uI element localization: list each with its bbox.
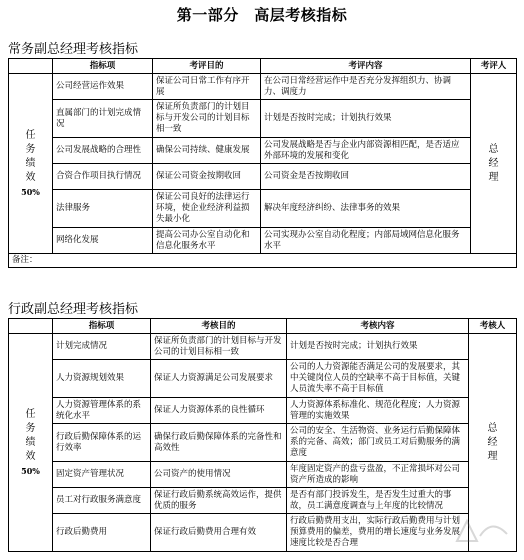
row-content: 是否有部门投诉发生，是否发生过重大的事故，员工满意度调查与上年度的比较情况: [287, 488, 469, 514]
evaluator-cell: [471, 74, 517, 254]
row-content: 公司的人力资源能否满足公司的发展要求，其中关键岗位人员的空缺率不高于目标值，关键人员流失率不高于目标值: [287, 360, 469, 398]
admin-vp-table: [8, 318, 517, 552]
document-title: 第一部分 高层考核指标: [176, 6, 348, 24]
header-item: 指标项: [53, 319, 151, 334]
section-title-executive-vp: 常务副总经理考核指标: [8, 42, 139, 57]
corner-cell: [9, 319, 53, 334]
row-item: 行政后勤费用: [53, 514, 151, 552]
evaluator-label: 总经理: [487, 422, 498, 462]
category-cell: [9, 74, 53, 254]
row-content: 公司资金是否按期收回: [261, 164, 471, 190]
row-purpose: 保证人力资源体系的良性循环: [151, 398, 287, 424]
row-content: 计划是否按时完成；计划执行效果: [261, 100, 471, 138]
header-evaluator: 考核人: [469, 319, 517, 334]
row-purpose: 保证所负责部门的计划目标与开发公司的计划目标相一致: [153, 100, 261, 138]
header-purpose: 考核目的: [151, 319, 287, 334]
row-purpose: 保证公司资金按期收回: [153, 164, 261, 190]
header-content: 考评内容: [261, 59, 471, 74]
remark-cell: 备注：: [9, 254, 517, 268]
header-content: 考核内容: [287, 319, 469, 334]
row-item: 法律服务: [53, 190, 153, 228]
row-item: 公司经营运作效果: [53, 74, 153, 100]
row-content: 年度固定资产的盘亏盘盈，不正常损坏对公司资产所造成的影响: [287, 462, 469, 488]
corner-cell: [9, 59, 53, 74]
row-purpose: 保证所负责部门的计划目标与开发公司的计划目标相一致: [151, 334, 287, 360]
weight-label: 50%: [21, 465, 40, 476]
row-item: 员工对行政服务满意度: [53, 488, 151, 514]
row-item: 合资合作项目执行情况: [53, 164, 153, 190]
header-purpose: 考评目的: [153, 59, 261, 74]
category-label: 任务绩效: [25, 408, 36, 462]
row-content: 公司发展战略是否与企业内部资源相匹配，是否适应外部环境的发展和变化: [261, 138, 471, 164]
row-content: 人力资源体系标准化、规范化程度；人力资源管理的实施效果: [287, 398, 469, 424]
row-content: 公司实现办公室自动化程度；内部局域网信息化服务水平: [261, 228, 471, 254]
row-purpose: 确保公司持续、健康发展: [153, 138, 261, 164]
row-item: 固定资产管理状况: [53, 462, 151, 488]
weight-label: 50%: [21, 186, 40, 197]
row-item: 计划完成情况: [53, 334, 151, 360]
row-content: 计划是否按时完成；计划执行效果: [287, 334, 469, 360]
row-item: 人力资源管理体系的系统化水平: [53, 398, 151, 424]
section-title-admin-vp: 行政副总经理考核指标: [8, 302, 139, 317]
row-purpose: 保证公司良好的法律运行环境，使企业经济利益损失最小化: [153, 190, 261, 228]
category-label: 任务绩效: [25, 129, 36, 183]
executive-vp-table: [8, 58, 517, 268]
row-content: 解决年度经济纠纷、法律事务的效果: [261, 190, 471, 228]
row-content: 行政后勤费用支出，实际行政后勤费用与计划预算费用的偏差，费用的增长速度与业务发展速度比较是否合理: [287, 514, 469, 552]
watermark-icon: [452, 516, 512, 550]
row-item: 直属部门的计划完成情况: [53, 100, 153, 138]
header-item: 指标项: [53, 59, 153, 74]
category-cell: [9, 334, 53, 552]
row-item: 网络化发展: [53, 228, 153, 254]
row-content: 公司的安全、生活物资、业务运行后勤保障体系的完备、高效；部门或员工对后勤服务的满意度: [287, 424, 469, 462]
row-item: 行政后勤保障体系的运行效率: [53, 424, 151, 462]
row-purpose: 保证行政后勤系统高效运作，提供优质的服务: [151, 488, 287, 514]
row-purpose: 公司资产的使用情况: [151, 462, 287, 488]
row-item: 公司发展战略的合理性: [53, 138, 153, 164]
row-content: 在公司日常经营运作中是否充分发挥组织力、协调力、调度力: [261, 74, 471, 100]
row-purpose: 提高公司办公室自动化和信息化服务水平: [153, 228, 261, 254]
row-item: 人力资源规划效果: [53, 360, 151, 398]
row-purpose: 保证公司日常工作有序开展: [153, 74, 261, 100]
evaluator-label: 总经理: [488, 143, 499, 183]
row-purpose: 确保行政后勤保障体系的完备性和高效性: [151, 424, 287, 462]
header-evaluator: 考评人: [471, 59, 517, 74]
row-purpose: 保证人力资源满足公司发展要求: [151, 360, 287, 398]
row-purpose: 保证行政后勤费用合理有效: [151, 514, 287, 552]
